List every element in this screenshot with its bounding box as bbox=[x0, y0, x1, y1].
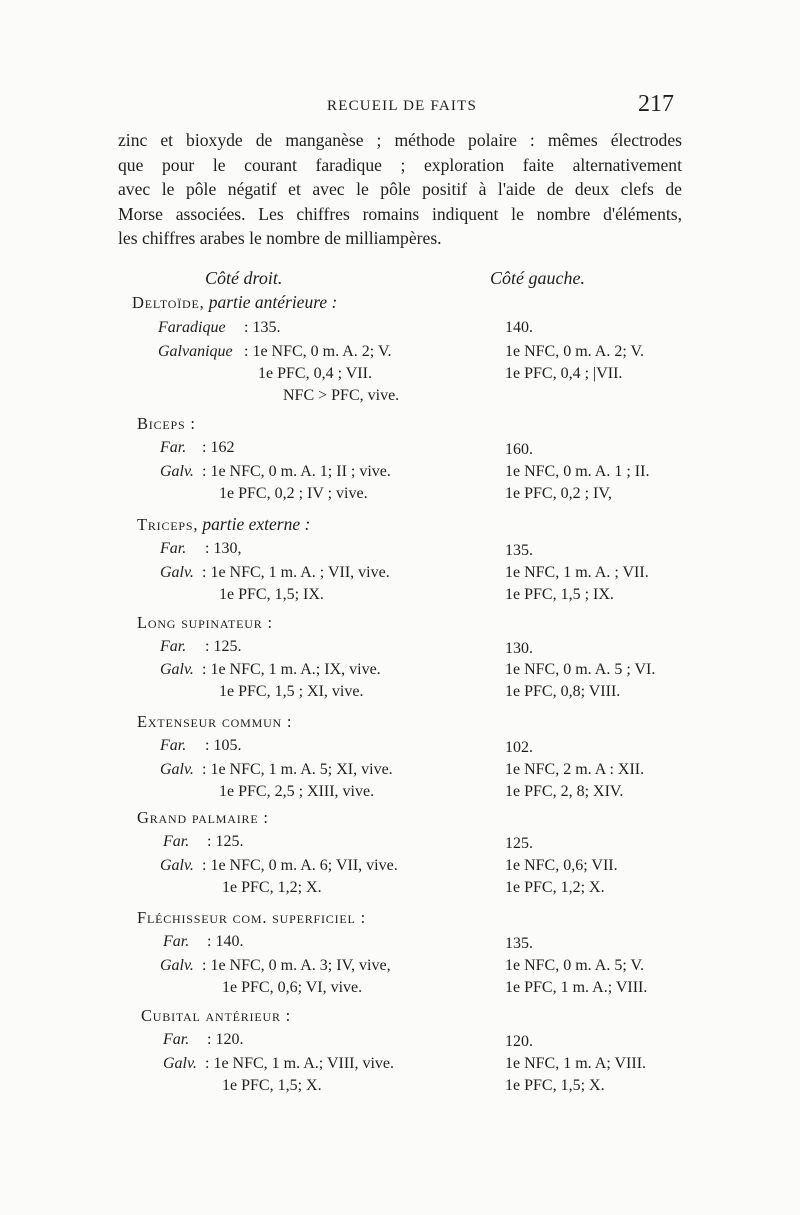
comparison-note: NFC > PFC, vive. bbox=[283, 387, 400, 404]
galv-label: Galv. bbox=[160, 564, 194, 581]
muscle-name: Biceps : bbox=[137, 414, 196, 433]
muscle-heading bbox=[137, 613, 273, 633]
galv-nfc-right: : 1e NFC, 0 m. A. 2; V. bbox=[244, 343, 392, 360]
far-label: Far. bbox=[163, 933, 190, 950]
galv-pfc-left: 1e PFC, 1,2; X. bbox=[505, 879, 605, 896]
far-left-value: 120. bbox=[505, 1033, 533, 1050]
galv-nfc-right: : 1e NFC, 1 m. A.; IX, vive. bbox=[202, 661, 381, 678]
paragraph-line: que pour le courant faradique ; exploration faite alternativement bbox=[118, 154, 682, 175]
galv-nfc-right: : 1e NFC, 1 m. A. ; VII, vive. bbox=[202, 564, 390, 581]
far-label: Far. bbox=[160, 638, 187, 655]
galv-pfc-left: 1e PFC, 0,2 ; IV, bbox=[505, 485, 612, 502]
galv-nfc-left: 1e NFC, 0,6; VII. bbox=[505, 857, 618, 874]
running-header bbox=[0, 91, 800, 122]
far-right-value: : 162 bbox=[202, 439, 235, 456]
muscle-qualifier: partie externe : bbox=[202, 514, 311, 534]
column-heading-right: Côté droit. bbox=[205, 268, 283, 288]
galv-nfc-left: 1e NFC, 2 m. A : XII. bbox=[505, 761, 645, 778]
far-right-value: : 125. bbox=[205, 638, 242, 655]
muscle-heading bbox=[132, 292, 337, 313]
running-title: RECUEIL DE FAITS bbox=[327, 98, 478, 114]
galv-nfc-left: 1e NFC, 0 m. A. 1 ; II. bbox=[505, 463, 650, 480]
galv-pfc-left: 1e PFC, 1 m. A.; VIII. bbox=[505, 979, 648, 996]
muscle-name: Fléchisseur com. superficiel : bbox=[137, 908, 366, 927]
muscle-heading bbox=[137, 414, 196, 434]
far-label: Far. bbox=[163, 1031, 190, 1048]
far-right-value: : 120. bbox=[207, 1031, 244, 1048]
galv-nfc-right: : 1e NFC, 0 m. A. 6; VII, vive. bbox=[202, 857, 398, 874]
far-left-value: 125. bbox=[505, 835, 533, 852]
galv-pfc-right: 1e PFC, 2,5 ; XIII, vive. bbox=[219, 783, 375, 800]
far-right-value: : 105. bbox=[205, 737, 242, 754]
muscle-name: Deltoïde, bbox=[132, 293, 205, 312]
galv-pfc-right: 1e PFC, 1,5 ; XI, vive. bbox=[219, 683, 364, 700]
galv-label: Galv. bbox=[160, 463, 194, 480]
column-heading-left: Côté gauche. bbox=[490, 268, 585, 288]
muscle-qualifier: partie antérieure : bbox=[208, 292, 338, 312]
paragraph-line: Morse associées. Les chiffres romains indiquent le nombre d'éléments, bbox=[118, 203, 682, 224]
galv-pfc-left: 1e PFC, 0,8; VIII. bbox=[505, 683, 621, 700]
far-label: Far. bbox=[160, 439, 187, 456]
galv-nfc-right: : 1e NFC, 0 m. A. 1; II ; vive. bbox=[202, 463, 391, 480]
far-right-value: : 130, bbox=[205, 540, 242, 557]
muscle-heading bbox=[137, 908, 366, 928]
far-label: Far. bbox=[160, 540, 187, 557]
galv-pfc-right: 1e PFC, 0,4 ; VII. bbox=[258, 365, 372, 382]
galv-label: Galv. bbox=[163, 1055, 197, 1072]
far-left-value: 135. bbox=[505, 542, 533, 559]
galv-nfc-right: : 1e NFC, 0 m. A. 3; IV, vive, bbox=[202, 957, 391, 974]
muscle-heading bbox=[137, 514, 310, 535]
intro-paragraph bbox=[118, 128, 682, 251]
paragraph-line: avec le pôle négatif et avec le pôle positif à l'aide de deux clefs de bbox=[118, 179, 682, 200]
muscle-heading bbox=[141, 1006, 291, 1026]
muscle-name: Extenseur commun : bbox=[137, 712, 293, 731]
far-left-value: 102. bbox=[505, 739, 533, 756]
far-left-value: 140. bbox=[505, 319, 533, 336]
galv-label: Galv. bbox=[160, 957, 194, 974]
galv-nfc-right: : 1e NFC, 1 m. A.; VIII, vive. bbox=[205, 1055, 395, 1072]
galv-pfc-left: 1e PFC, 0,4 ; |VII. bbox=[505, 365, 623, 382]
galv-nfc-left: 1e NFC, 1 m. A; VIII. bbox=[505, 1055, 647, 1072]
galv-nfc-left: 1e NFC, 0 m. A. 2; V. bbox=[505, 343, 644, 360]
faradique-label: Faradique bbox=[158, 319, 226, 336]
galv-pfc-left: 1e PFC, 1,5; X. bbox=[505, 1077, 605, 1094]
muscle-heading bbox=[137, 712, 292, 732]
galv-pfc-right: 1e PFC, 0,2 ; IV ; vive. bbox=[219, 485, 368, 502]
muscle-name: Cubital antérieur : bbox=[141, 1006, 292, 1025]
far-right-value: : 135. bbox=[244, 319, 281, 336]
far-left-value: 160. bbox=[505, 441, 533, 458]
paragraph-line: zinc et bioxyde de manganèse ; méthode polaire : mêmes électrodes bbox=[118, 130, 682, 150]
galv-pfc-right: 1e PFC, 1,2; X. bbox=[222, 879, 322, 896]
muscle-heading bbox=[137, 808, 269, 828]
far-right-value: : 140. bbox=[207, 933, 244, 950]
far-label: Far. bbox=[163, 833, 190, 850]
galv-label: Galv. bbox=[160, 761, 194, 778]
galv-label: Galv. bbox=[160, 661, 194, 678]
galv-label: Galv. bbox=[160, 857, 194, 874]
far-left-value: 130. bbox=[505, 640, 533, 657]
galv-pfc-right: 1e PFC, 1,5; X. bbox=[222, 1077, 322, 1094]
far-right-value: : 125. bbox=[207, 833, 244, 850]
galv-nfc-left: 1e NFC, 0 m. A. 5; V. bbox=[505, 957, 644, 974]
galvanique-label: Galvanique bbox=[158, 343, 233, 360]
galv-nfc-right: : 1e NFC, 1 m. A. 5; XI, vive. bbox=[202, 761, 393, 778]
muscle-name: Grand palmaire : bbox=[137, 808, 269, 827]
muscle-name: Triceps, bbox=[137, 515, 199, 534]
far-left-value: 135. bbox=[505, 935, 533, 952]
galv-pfc-right: 1e PFC, 1,5; IX. bbox=[219, 586, 324, 603]
galv-pfc-right: 1e PFC, 0,6; VI, vive. bbox=[222, 979, 363, 996]
page-number: 217 bbox=[638, 91, 674, 117]
galv-nfc-left: 1e NFC, 1 m. A. ; VII. bbox=[505, 564, 649, 581]
galv-pfc-left: 1e PFC, 1,5 ; IX. bbox=[505, 586, 614, 603]
far-label: Far. bbox=[160, 737, 187, 754]
paragraph-line: les chiffres arabes le nombre de milliampères. bbox=[118, 228, 442, 249]
galv-nfc-left: 1e NFC, 0 m. A. 5 ; VI. bbox=[505, 661, 656, 678]
galv-pfc-left: 1e PFC, 2, 8; XIV. bbox=[505, 783, 624, 800]
muscle-name: Long supinateur : bbox=[137, 613, 273, 632]
